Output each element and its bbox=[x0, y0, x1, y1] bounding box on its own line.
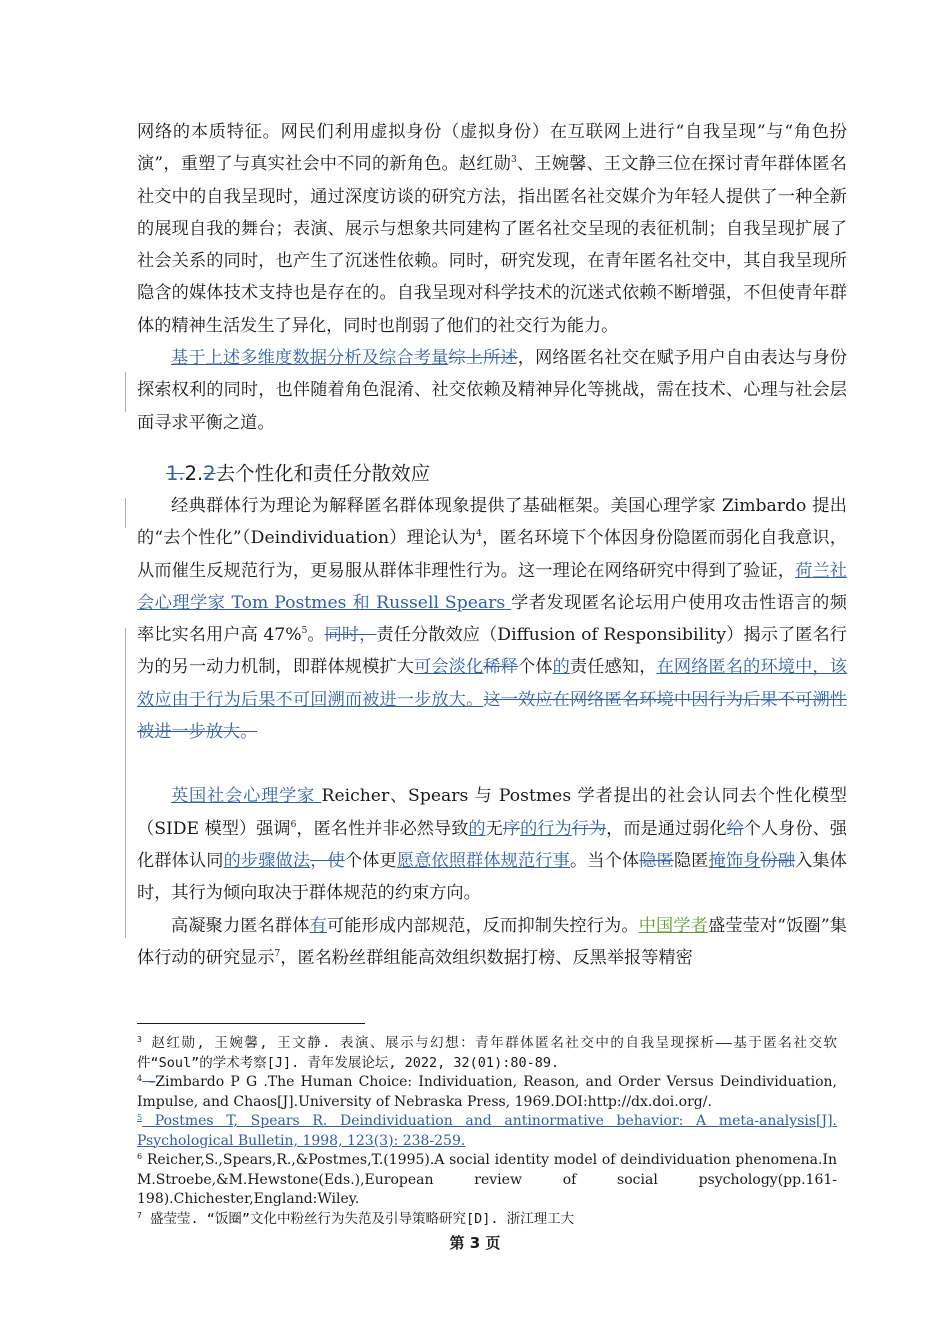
text-run: ，匿名环境下个体因身份隐匿而弱化自我意识，从而催生反规范行为，更易服从群体非理性行为。这一理论在网络研究中得到了验证， bbox=[137, 528, 847, 581]
tracked-deletion[interactable]: 这一效应在网络匿名环境中因行为后果不可溯性被进一步放大。 bbox=[137, 689, 847, 743]
tracked-insertion[interactable]: 荷兰社会心理学家 Tom Postmes 和 Russell Spears bbox=[137, 560, 847, 613]
paragraph-5 bbox=[137, 910, 847, 975]
tracked-insertion[interactable]: 可会淡化 bbox=[414, 657, 484, 678]
tracked-insertion[interactable]: 愿意依照群体规范行事 bbox=[396, 850, 570, 871]
footnote-7 bbox=[137, 1210, 837, 1230]
text-run: 经典群体行为理论为解释匿名群体现象提供了基础框架。美国心理学家 Zimbardo 提出的“去个性化”（Deindividuation）理论认为 bbox=[137, 495, 847, 549]
footnote-ref[interactable]: 6 bbox=[290, 819, 297, 830]
tracked-insertion[interactable]: 基于上述多维度数据分析及综合考量 bbox=[171, 348, 449, 369]
text-run: ，匿名粉丝群组能高效组织数据打榜、反黑举报等精密 bbox=[280, 947, 693, 968]
paragraph-3 bbox=[137, 490, 847, 748]
paragraph-1 bbox=[137, 116, 847, 342]
tracked-deletion[interactable]: 行为 bbox=[571, 818, 607, 839]
text-run: 个体更 bbox=[344, 850, 397, 871]
footnote-text: Zimbardo P G .The Human Choice: Individuation, Reason, and Order Versus Deindividuation, Impulse, and Chaos[J].University of Nebraska Press, 1969.DOI:http://dx.doi.org/. bbox=[137, 1074, 838, 1110]
tracked-insertion[interactable]: 中国学者 bbox=[638, 915, 708, 936]
footnote-text: 赵红勋, 王婉馨, 王文静. 表演、展示与幻想：青年群体匿名社交中的自我呈现探析——基于匿名社交软件“Soul”的学术考察[J]. 青年发展论坛, 2022, 32(01):80-89. bbox=[137, 1035, 837, 1071]
text-run: 隐匿 bbox=[673, 850, 709, 871]
paragraph-4 bbox=[137, 780, 847, 909]
text-run: 无 bbox=[485, 818, 503, 839]
footnote-5 bbox=[137, 1112, 837, 1151]
footnote-number: 3 bbox=[137, 1035, 142, 1044]
footnote-number: 6 bbox=[137, 1152, 143, 1161]
footnote-text: Reicher,S.,Spears,R.,&Postmes,T.(1995).A social identity model of deindividuation phenomena.In M.Stroebe,&M.Hewstone(Eds.),European review of social psychology(pp.161-198).Chichester,England:Wiley. bbox=[137, 1152, 837, 1207]
text-run: 。 bbox=[307, 625, 325, 646]
change-bar bbox=[125, 628, 126, 938]
text-run: 个体 bbox=[518, 657, 553, 678]
footnotes bbox=[137, 1034, 837, 1229]
tracked-insertion[interactable]: 在网络匿名的环境中，该效应由于行为后果不可回溯而被进一步放大。 bbox=[137, 657, 847, 710]
footnote-4 bbox=[137, 1073, 837, 1112]
tracked-insertion[interactable]: 掩饰身 bbox=[708, 850, 761, 871]
text-run: 、王婉馨、王文静三位在探讨青年群体匿名社交中的自我呈现时，通过深度访谈的研究方法，指出匿名社交媒介为年轻人提供了一种全新的展现自我的舞台；表演、展示与想象共同建构了匿名社交呈现的表征机制；自我呈现扩展了社会关系的同时，也产生了沉迷性依赖。同时，研究发现，在青年匿名社交中，其自我呈现所隐含的媒体技术支持也是存在的。自我呈现对科学技术的沉迷式依赖不断增强，不但使青年群体的精神生活发生了异化，同时也削弱了他们的社交行为能力。 bbox=[137, 154, 847, 336]
text-run: 盛莹莹对“饭圈”集体行动的研究显示 bbox=[137, 915, 847, 968]
tracked-insertion[interactable]: 的行为 bbox=[520, 818, 572, 839]
footnote-ref[interactable]: 7 bbox=[274, 948, 281, 959]
paragraph-2 bbox=[137, 342, 847, 439]
tracked-deletion[interactable]: – bbox=[142, 1074, 156, 1090]
text-run: 学者发现匿名论坛用户使用攻击性语言的频率比实名用户高 47% bbox=[137, 592, 847, 646]
footnote-3 bbox=[137, 1034, 837, 1073]
footnote-number: 4 bbox=[137, 1074, 143, 1083]
text-run: 可能形成内部规范，反而抑制失控行为。 bbox=[326, 915, 639, 936]
tracked-deletion[interactable]: 同时， bbox=[324, 625, 377, 646]
text-run: 高凝聚力匿名群体 bbox=[171, 915, 310, 936]
body-text bbox=[137, 116, 847, 974]
footnote-6 bbox=[137, 1151, 837, 1210]
text-run: 入集体时，其行为倾向取决于群体规范的约束方向。 bbox=[137, 850, 847, 904]
footnote-separator bbox=[137, 1023, 365, 1024]
tracked-deletion[interactable]: 隐匿 bbox=[639, 850, 674, 871]
tracked-deletion[interactable]: 给 bbox=[726, 818, 744, 839]
text-run: 网络的本质特征。网民们利用虚拟身份（虚拟身份）在互联网上进行“自我呈现”与“角色扮演”，重塑了与真实社会中不同的新角色。赵红勋 bbox=[137, 122, 847, 175]
tracked-deletion[interactable]: 序 bbox=[502, 818, 521, 839]
footnote-number: 7 bbox=[137, 1210, 142, 1220]
footnote-text: 盛莹莹. “饭圈”文化中粉丝行为失范及引导策略研究[D]. 浙江理工大 bbox=[141, 1210, 575, 1227]
text-run: 责任分散效应（Diffusion of Responsibility）揭示了匿名行为的另一动力机制，即群体规模扩大 bbox=[137, 625, 847, 678]
footnote-ref[interactable]: 5 bbox=[301, 626, 308, 637]
section-heading bbox=[137, 458, 847, 490]
tracked-insertion[interactable]: 的步骤做法 bbox=[223, 850, 311, 871]
tracked-insertion[interactable]: 有 bbox=[309, 915, 327, 936]
tracked-insertion[interactable]: 的 bbox=[552, 657, 570, 678]
tracked-deletion[interactable]: 份融 bbox=[760, 850, 796, 871]
tracked-deletion[interactable]: ，使 bbox=[310, 850, 345, 871]
text-run: ，网络匿名社交在赋予用户自由表达与身份探索权利的同时，也伴随着角色混淆、社交依赖及精神异化等挑战，需在技术、心理与社会层面寻求平衡之道。 bbox=[137, 348, 847, 433]
page-number: 第 3 页 bbox=[449, 1234, 501, 1252]
heading-number: 2. bbox=[184, 461, 204, 485]
footnote-number: 5 bbox=[137, 1113, 143, 1122]
change-bar bbox=[125, 372, 126, 412]
text-run: 。当个体 bbox=[569, 850, 640, 871]
text-run: Reicher、Spears 与 Postmes 学者提出的社会认同去个性化模型（SIDE 模型）强调 bbox=[137, 786, 847, 839]
text-run: 个人身份、强化群体认同 bbox=[137, 818, 847, 871]
footnote-ref[interactable]: 4 bbox=[476, 529, 482, 540]
footnote-ref[interactable]: 3 bbox=[511, 155, 517, 166]
text-run: ，而是通过弱化 bbox=[606, 818, 727, 839]
tracked-deletion[interactable]: 2 bbox=[203, 461, 216, 485]
tracked-deletion[interactable]: 稀释 bbox=[483, 657, 519, 678]
tracked-insertion[interactable]: 英国社会心理学家 bbox=[171, 786, 322, 807]
text-run: 责任感知， bbox=[569, 657, 657, 678]
change-bar bbox=[125, 498, 126, 528]
heading-title: 去个性化和责任分散效应 bbox=[215, 461, 431, 485]
tracked-insertion[interactable]: Postmes T, Spears R. Deindividuation and antinormative behavior: A meta-analysis[J]. Psychological Bulletin, 1998, 123(3): 238-259. bbox=[137, 1113, 837, 1149]
tracked-deletion[interactable]: 综上所述 bbox=[448, 348, 518, 369]
text-run: ，匿名性并非必然导致 bbox=[296, 818, 469, 839]
tracked-insertion[interactable]: 的 bbox=[468, 818, 486, 839]
tracked-deletion[interactable]: 1. bbox=[166, 461, 185, 485]
